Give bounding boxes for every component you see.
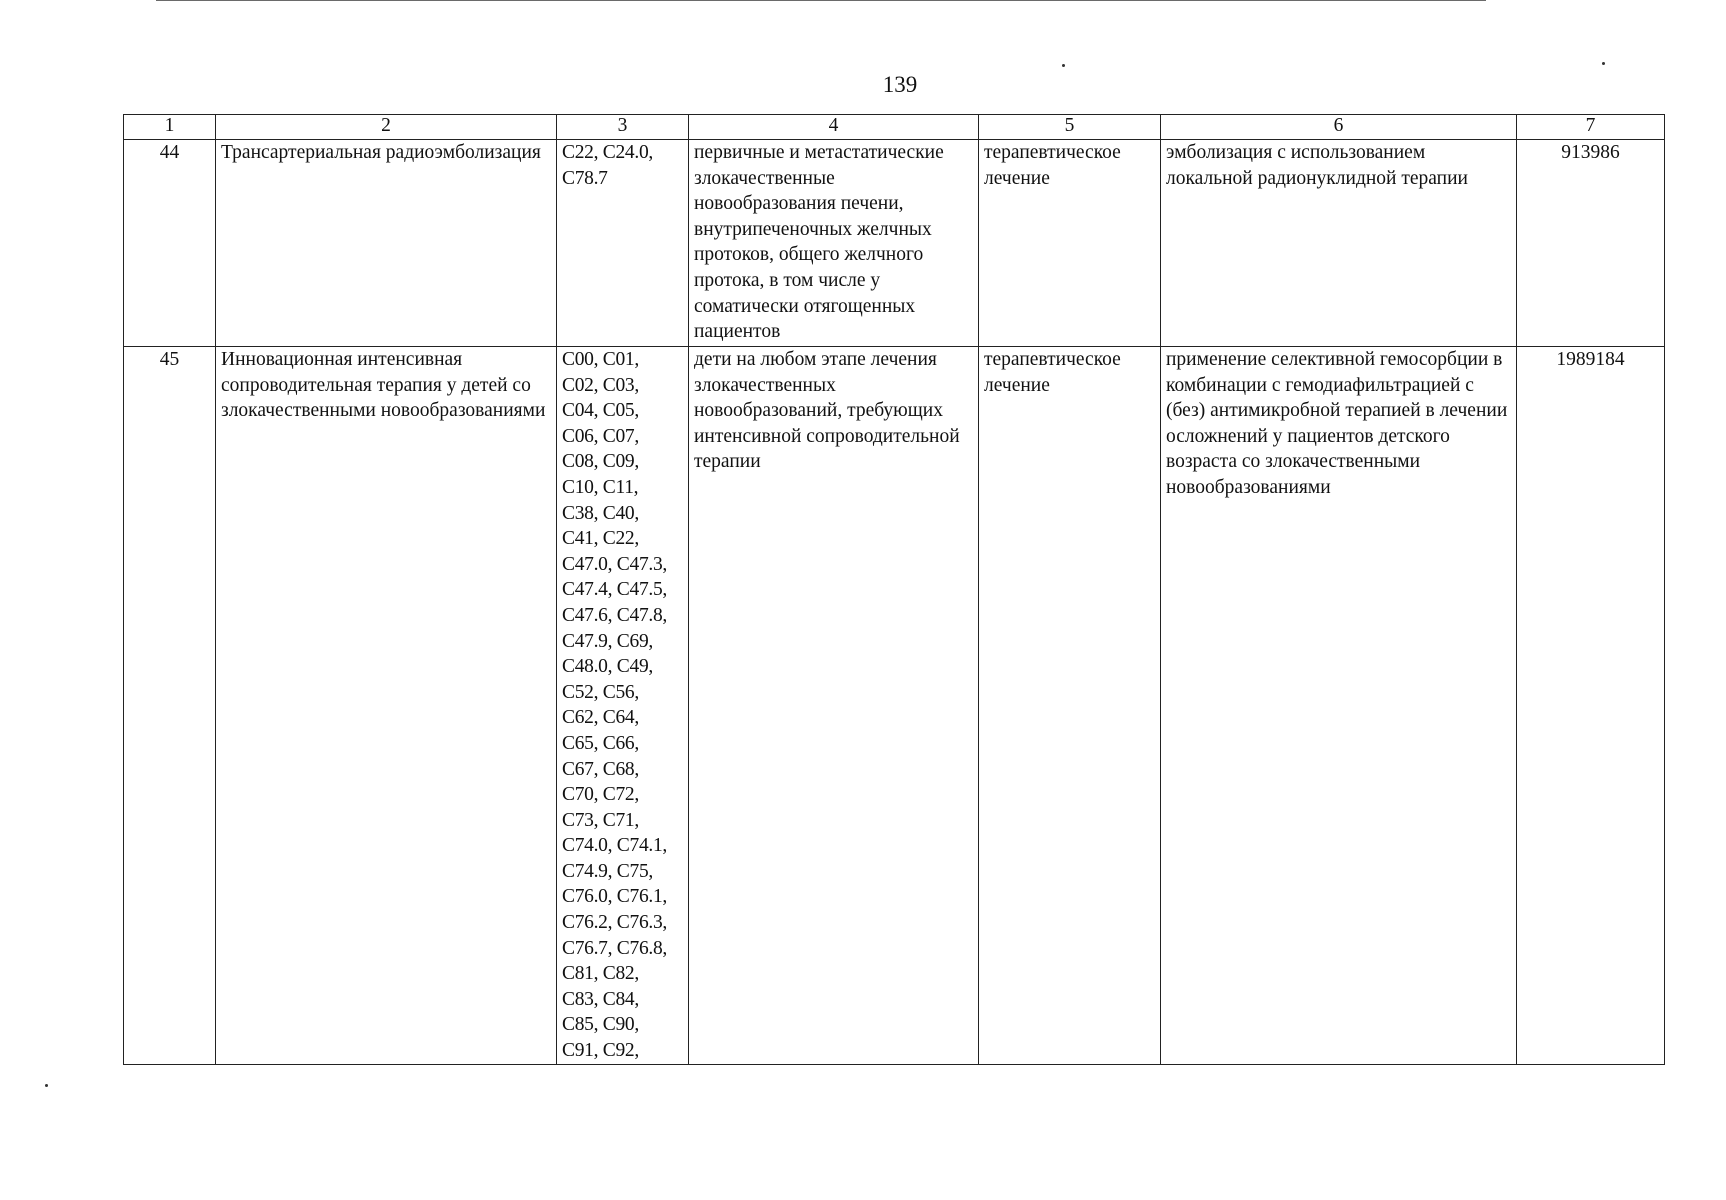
column-number: 7	[1517, 115, 1665, 140]
row-number: 45	[124, 347, 216, 1065]
code-line: C06, C07,	[562, 425, 639, 447]
procedure-name: Инновационная интенсивная сопроводительная терапия у детей со злокачественными новообразованиями	[216, 347, 557, 1065]
diagnosis-codes	[557, 140, 689, 347]
code-line: C00, C01,	[562, 349, 639, 370]
diagnosis-codes	[557, 347, 689, 1065]
code-line: C67, C68,	[562, 758, 639, 780]
table-header-row	[124, 115, 1665, 140]
code-line: C65, C66,	[562, 732, 639, 754]
scan-speck	[1602, 62, 1605, 65]
code-line: C74.9, C75,	[562, 860, 653, 882]
column-number: 4	[689, 115, 979, 140]
column-number: 5	[979, 115, 1161, 140]
code-line: C48.0, C49,	[562, 656, 653, 678]
table-row	[124, 347, 1665, 1065]
column-number: 6	[1161, 115, 1517, 140]
top-rule	[156, 0, 1486, 1]
patient-model: дети на любом этапе лечения злокачественных новообразований, требующих интенсивной сопроводительной терапии	[689, 347, 979, 1065]
code-line: C08, C09,	[562, 451, 639, 473]
page-number: 139	[882, 72, 918, 97]
code-line: C02, C03,	[562, 374, 639, 396]
row-number: 44	[124, 140, 216, 347]
code-line: C22, C24.0,	[562, 142, 653, 163]
patient-model: первичные и метастатические злокачественные новообразования печени, внутрипеченочных желчных протоков, общего желчного протока, в том числе у соматически отягощенных пациентов	[689, 140, 979, 347]
cost-value: 913986	[1517, 140, 1665, 347]
column-number: 2	[216, 115, 557, 140]
code-line: C76.7, C76.8,	[562, 937, 667, 959]
code-line: C47.9, C69,	[562, 630, 653, 652]
treatment-method: эмболизация с использованием локальной радионуклидной терапии	[1161, 140, 1517, 347]
code-line: C73, C71,	[562, 809, 639, 831]
code-line: C91, C92,	[562, 1040, 639, 1062]
code-line: C38, C40,	[562, 502, 639, 524]
code-line: C04, C05,	[562, 400, 639, 422]
cost-value: 1989184	[1517, 347, 1665, 1065]
scan-speck	[45, 1084, 48, 1087]
treatment-type: терапевтическое лечение	[979, 347, 1161, 1065]
code-line: C78.7	[562, 167, 608, 189]
code-line: C85, C90,	[562, 1014, 639, 1036]
column-number: 1	[124, 115, 216, 140]
code-line: C10, C11,	[562, 476, 639, 498]
code-line: C52, C56,	[562, 681, 639, 703]
code-line: C41, C22,	[562, 528, 639, 550]
code-line: C83, C84,	[562, 988, 639, 1010]
treatment-type: терапевтическое лечение	[979, 140, 1161, 347]
table-row	[124, 140, 1665, 347]
code-line: C76.2, C76.3,	[562, 912, 667, 934]
code-line: C74.0, C74.1,	[562, 835, 667, 857]
code-line: C47.6, C47.8,	[562, 604, 667, 626]
treatment-method: применение селективной гемосорбции в комбинации с гемодиафильтрацией с (без) антимикробной терапией в лечении осложнений у пациентов детского возраста со злокачественными новообразованиями	[1161, 347, 1517, 1065]
code-line: C70, C72,	[562, 784, 639, 806]
column-number: 3	[557, 115, 689, 140]
code-line: C62, C64,	[562, 707, 639, 729]
code-line: C47.4, C47.5,	[562, 579, 667, 601]
code-line: C47.0, C47.3,	[562, 553, 667, 575]
document-table	[123, 114, 1665, 1065]
code-line: C76.0, C76.1,	[562, 886, 667, 908]
scan-speck	[1062, 64, 1065, 67]
procedure-name: Трансартериальная радиоэмболизация	[216, 140, 557, 347]
code-line: C81, C82,	[562, 963, 639, 985]
